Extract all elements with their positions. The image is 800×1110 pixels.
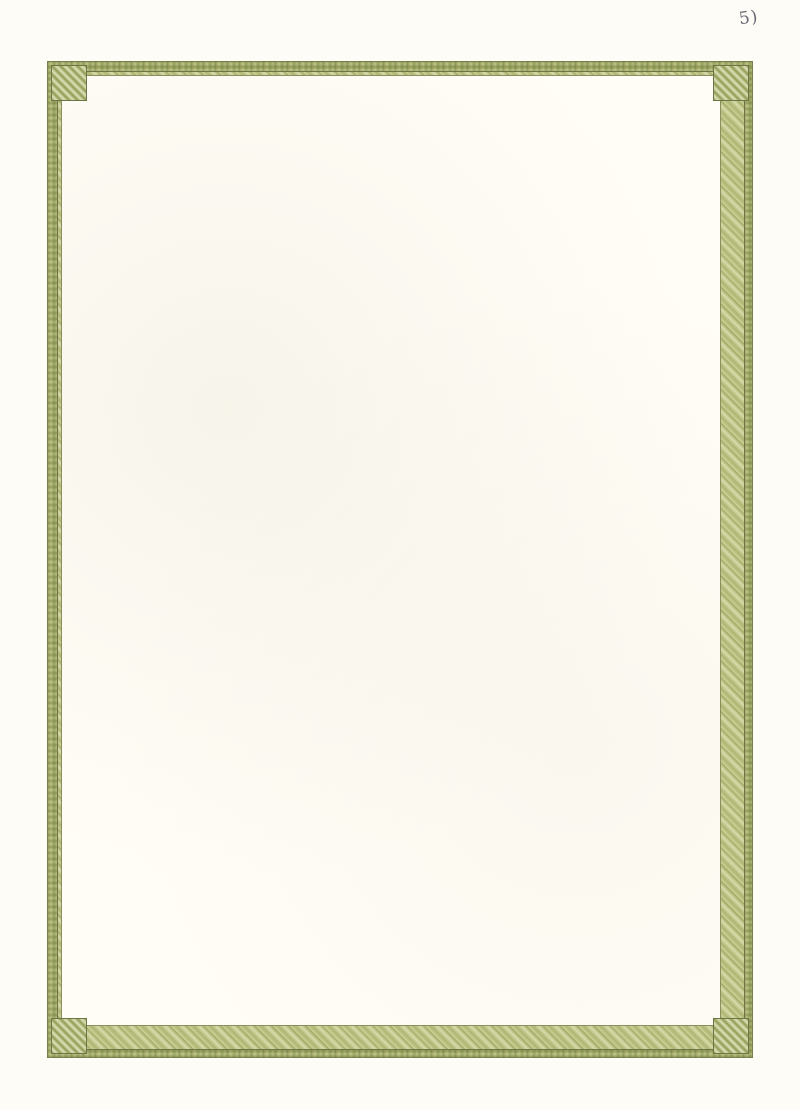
corner-ornament-top-right	[713, 65, 749, 101]
corner-ornament-bottom-left	[51, 1018, 87, 1054]
certificate-border-outer	[48, 62, 752, 1057]
certificate-inner-panel	[61, 75, 721, 1026]
corner-ornament-top-left	[51, 65, 87, 101]
corner-ornament-bottom-right	[713, 1018, 749, 1054]
page-number-scribble: 5)	[737, 6, 760, 30]
paper-texture	[62, 76, 720, 1025]
